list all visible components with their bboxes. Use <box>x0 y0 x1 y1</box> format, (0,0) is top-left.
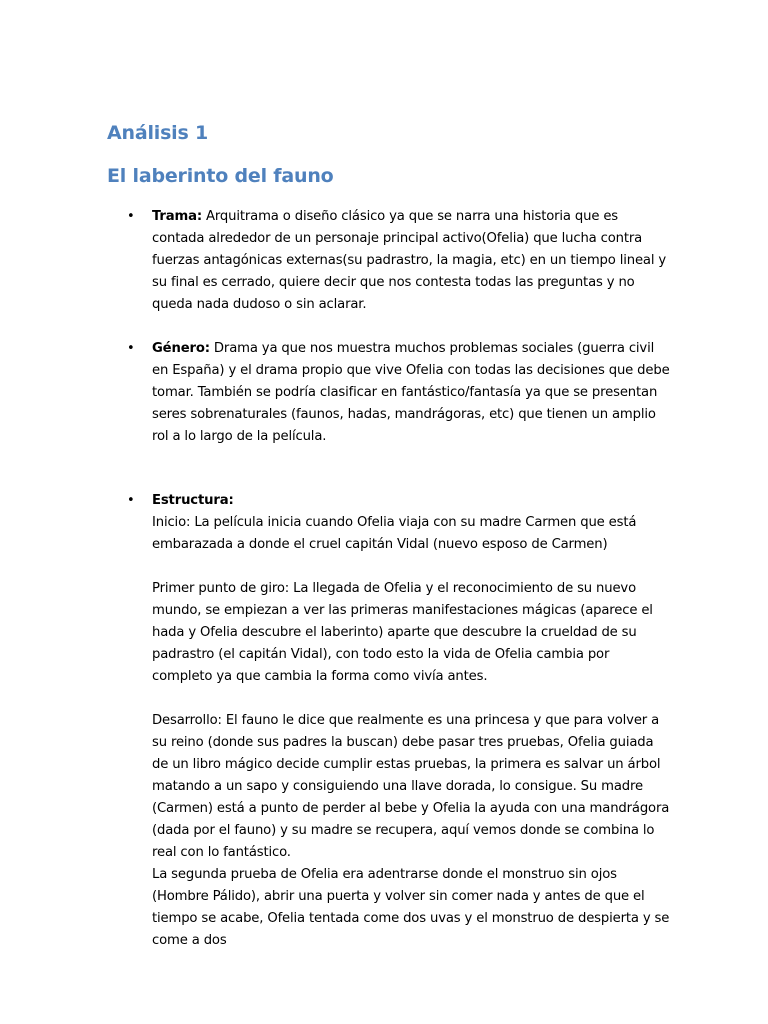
bullet-icon: • <box>127 209 135 224</box>
list-item-genero <box>127 338 672 448</box>
genero-label: Género: <box>152 341 210 356</box>
genero-text: Drama ya que nos muestra muchos problemas sociales (guerra civil en España) y el drama propio que vive Ofelia con todas las decisiones que debe tomar. También se podría clasificar en fantástico/fantasía ya que se presentan seres sobrenaturales (faunos, hadas, mandrágoras, etc) que tienen un amplio rol a lo largo de la película. <box>152 341 670 444</box>
list-item-trama <box>127 206 672 316</box>
estructura-primer-punto: Primer punto de giro: La llegada de Ofelia y el reconocimiento de su nuevo mundo, se empiezan a ver las primeras manifestaciones mágicas (aparece el hada y Ofelia descubre el laberinto) aparte que descubre la crueldad de su padrastro (el capitán Vidal), con todo esto la vida de Ofelia cambia por completo ya que cambia la forma como vivía antes. <box>152 581 653 684</box>
list-item-estructura <box>127 490 672 952</box>
estructura-inicio: Inicio: La película inicia cuando Ofelia viaja con su madre Carmen que está embarazada a donde el cruel capitán Vidal (nuevo esposo de Carmen) <box>152 515 637 552</box>
bullet-icon: • <box>127 341 135 356</box>
film-title-heading: El laberinto del fauno <box>107 165 334 187</box>
estructura-desarrollo: Desarrollo: El fauno le dice que realmente es una princesa y que para volver a su reino (donde sus padres la buscan) debe pasar tres pruebas, Ofelia guiada de un libro mágico decide cumplir estas pruebas, la primera es salvar un árbol matando a un sapo y consiguiendo una llave dorada, lo consigue. Su madre (Carmen) está a punto de perder al bebe y Ofelia la ayuda con una mandrágora (dada por el fauno) y su madre se recupera, aquí vemos donde se combina lo real con lo fantástico. <box>152 713 670 860</box>
document-heading: Análisis 1 <box>107 122 209 144</box>
trama-label: Trama: <box>152 209 202 224</box>
bullet-icon: • <box>127 493 135 508</box>
trama-text: Arquitrama o diseño clásico ya que se narra una historia que es contada alrededor de un personaje principal activo(Ofelia) que lucha contra fuerzas antagónicas externas(su padrastro, la magia, etc) en un tiempo lineal y su final es cerrado, quiere decir que nos contesta todas las preguntas y no queda nada dudoso o sin aclarar. <box>152 209 667 312</box>
estructura-segunda-prueba: La segunda prueba de Ofelia era adentrarse donde el monstruo sin ojos (Hombre Pálido), abrir una puerta y volver sin comer nada y antes de que el tiempo se acabe, Ofelia tentada come dos uvas y el monstruo de despierta y se come a dos <box>152 867 670 948</box>
estructura-label: Estructura: <box>152 493 234 508</box>
